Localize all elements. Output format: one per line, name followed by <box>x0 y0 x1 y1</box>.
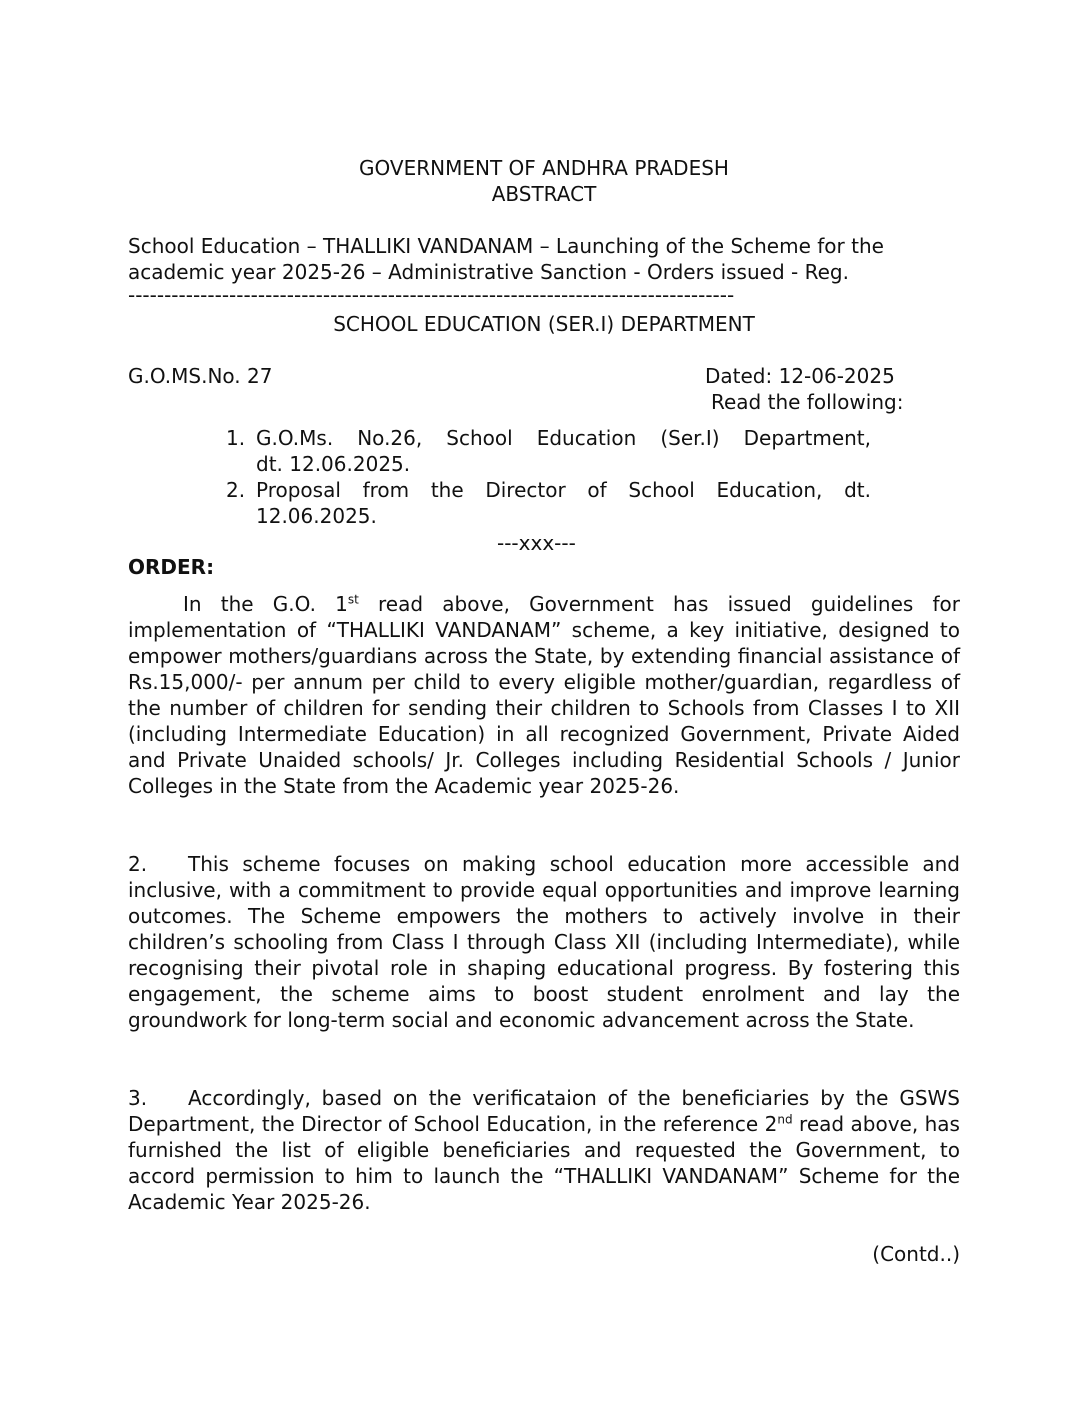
subject-line-2: academic year 2025-26 – Administrative Sanction - Orders issued - Reg. <box>128 260 849 284</box>
abstract-heading: ABSTRACT <box>491 182 597 206</box>
subject-line-1: School Education – THALLIKI VANDANAM – Launching of the Scheme for the <box>128 234 884 258</box>
paragraph-number: 3. <box>128 1086 148 1110</box>
continued-note: (Contd..) <box>872 1242 960 1266</box>
reference-number: 1. <box>226 426 246 450</box>
reference-text-cont: dt. 12.06.2025. <box>256 452 411 476</box>
reference-text: G.O.Ms. No.26, School Education (Ser.I) Department, <box>256 426 871 450</box>
go-number: G.O.MS.No. 27 <box>128 364 273 388</box>
read-following: Read the following: <box>711 390 904 414</box>
paragraph-number: 2. <box>128 852 148 876</box>
divider-rule: ------------------------------------------------------------------------------------ <box>128 283 735 307</box>
reference-item <box>226 477 871 529</box>
paragraph-1: In the G.O. 1st read above, Government has issued guidelines for implementation of “THALLIKI VANDANAM” scheme, a key initiative, designed to empower mothers/guardians across the State, by extending financial assistance of Rs.15,000/- per annum per child to every eligible mother/guardian, regardless of the number of children for sending their children to Schools from Classes I to XII (including Intermediate Education) in all recognized Government, Private Aided and Private Unaided schools/ Jr. Colleges including Residential Schools / Junior Colleges in the State from the Academic year 2025-26. <box>128 592 960 798</box>
department-heading: SCHOOL EDUCATION (SER.I) DEPARTMENT <box>333 312 755 336</box>
order-heading: ORDER: <box>128 555 215 579</box>
reference-number: 2. <box>226 478 246 502</box>
government-heading: GOVERNMENT OF ANDHRA PRADESH <box>359 156 729 180</box>
reference-item <box>226 425 871 477</box>
paragraph-3: 3. Accordingly, based on the verificataion of the beneficiaries by the GSWS Department, the Director of School Education, in the reference 2nd read above, has furnished the list of eligible beneficiaries and requested the Government, to accord permission to him to launch the “THALLIKI VANDANAM” Scheme for the Academic Year 2025-26. <box>128 1086 960 1214</box>
reference-text-cont: 12.06.2025. <box>256 504 377 528</box>
references-list <box>226 425 871 529</box>
separator: ---xxx--- <box>497 531 576 555</box>
reference-text: Proposal from the Director of School Education, dt. <box>256 478 871 502</box>
subject <box>128 233 968 285</box>
paragraph-2: 2. This scheme focuses on making school education more accessible and inclusive, with a commitment to provide equal opportunities and improve learning outcomes. The Scheme empowers the mothers to actively involve in their children’s schooling from Class I through Class XII (including Intermediate), while recognising their pivotal role in shaping educational progress. By fostering this engagement, the scheme aims to boost student enrolment and lay the groundwork for long-term social and economic advancement across the State. <box>128 852 960 1032</box>
dated: Dated: 12-06-2025 <box>705 364 895 388</box>
